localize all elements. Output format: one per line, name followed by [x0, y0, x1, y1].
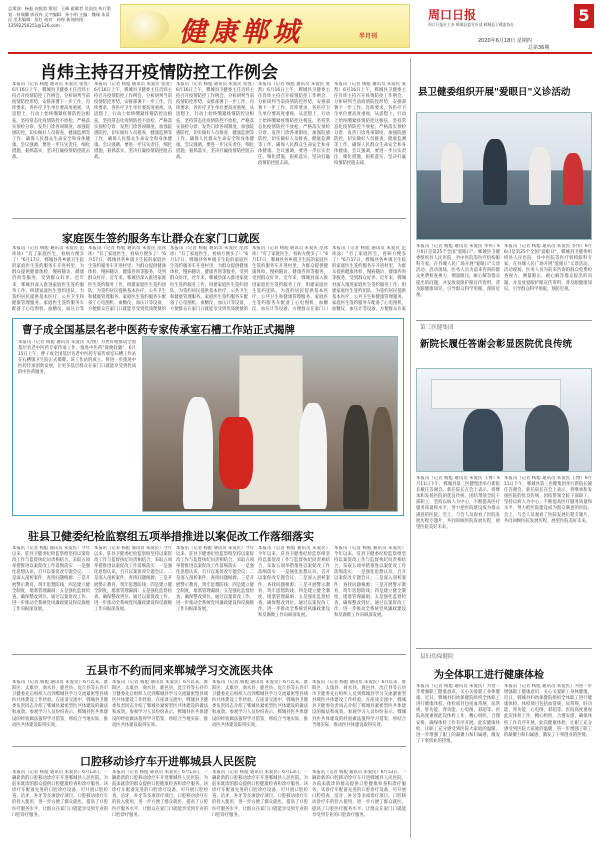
article-6-body-col4: 本报讯（记者 杨彪 通讯员 朱爱民）今年以来，驻县卫健委纪检监察组坚持以案促改工作与监督执纪问责相结合，采取五项举措推进以案促改工作落细落实：一是强化思想认识，召开以案促改专题会议；二是深入剖析案件，查找问题根源；三是开展警示教育，筑牢思想防线；四是建立健全制度，堵塞管理漏洞；五是强化监督检查，确保整改到位。通过以案促改工作，进一步推动全系统党风廉政建设和反腐败工作向纵深发展。	[258, 546, 330, 619]
article-4-headline: 新院长履任答谢会彰显医院优良传统	[420, 339, 573, 350]
article-2-body-col5: 本报讯（记者 杨彪 通讯员 朱爱民 范冰冰）"有了家庭医生，看病方便多了！"6月17日，郸城县各乡镇卫生院的家庭医生签约服务车开进村里，为群众提供健康体检、慢病随访、健康咨询等服务，受到群众好评。近年来，郸城县深入推进家庭医生签约服务工作，组建家庭医生签约团队，为签约居民提供基本医疗、公共卫生和健康管理服务。家庭医生签约服务车配备了心电图机、血糖仪、血压计等设备，方便群众在家	[332, 246, 406, 312]
article-divider	[12, 746, 406, 747]
article-6-body-col3: 本报讯（记者 杨彪 通讯员 朱爱民）今年以来，驻县卫健委纪检监察组坚持以案促改工作与监督执纪问责相结合，采取五项举措推进以案促改工作落细落实：一是强化思想认识，召开以案促改专题会议；二是深入剖析案件，查找问题根源；三是开展警示教育，筑牢思想防线；四是建立健全制度，堵塞管理漏洞；五是强化监督检查，确保整改到位。通过以案促改工作，进一步推动全系统党风廉政建设和反腐败工作向纵深发展。	[176, 546, 254, 612]
article-6-headline: 驻县卫健委纪检监察组五项举措推进以案促改工作落细落实	[28, 530, 314, 543]
banner-ornament-icon	[127, 11, 169, 43]
article-4-body-col2: 本报讯（记者 杨彪 通讯员 朱爱民 王博）6月11日下午，郸城县第三医健集团举行新院长履任答谢会。新任院长在会上表示，将继承和发扬医院的优良传统，团结带领全院干部职工，坚持以病人为中心，不断提高医疗服务质量和水平，努力把医院建设成为群众满意的医院。会上，与会人员观看了医院发展历程专题片，共同回顾医院发展历程，展望医院美好未来。	[504, 476, 592, 524]
page-number: 5	[574, 4, 594, 28]
article-9-headline: 为全体职工进行健康体检	[434, 670, 544, 681]
article-divider	[416, 648, 592, 649]
article-5-headline: 曹子成全国基层名老中医药专家传承室石槽工作站正式揭牌	[22, 324, 295, 336]
article-divider	[416, 320, 592, 321]
article-1-body-col3: 本报讯（记者 杨彪 通讯员 朱爱民 张凯）6月16日上午，郸城县卫健委主任肖炜主持召开疫情防控工作例会，分析研判当前疫情防控形势，安排部署下一步工作。肖炜要求，各医疗卫生单位要高度重视，从思想上、行动上始终绷紧疫情防控这根弦，坚持常态化疫情防控不放松，严格落实预检分诊、发热门诊各项制度，加强院感防控，切实做好人员排查、健康监测等工作，确保人民群众生命安全和身体健康。会议强调，要进一步压实责任，细化措施，狠抓落实，坚决打赢疫情防控阻击战。	[176, 82, 254, 161]
article-1-body-col2: 本报讯（记者 杨彪 通讯员 朱爱民 张凯）6月16日上午，郸城县卫健委主任肖炜主持召开疫情防控工作例会，分析研判当前疫情防控形势，安排部署下一步工作。肖炜要求，各医疗卫生单位要高度重视，从思想上、行动上始终绷紧疫情防控这根弦，坚持常态化疫情防控不放松，严格落实预检分诊、发热门诊各项制度，加强院感防控，切实做好人员排查、健康监测等工作，确保人民群众生命安全和身体健康。会议强调，要进一步压实责任，细化措施，狠抓落实，坚决打赢疫情防控阻击战。	[94, 82, 172, 161]
section-banner	[120, 4, 410, 48]
eye-day-clinic-photo	[416, 112, 592, 240]
article-9-body: 本报讯（记者 杨彪 通讯员 朱爱民）为进一步增强职工健康意识，关心关爱职工身体健康，近日，郸城县妇幼保健院组织全体职工进行健康体检。体检项目包括血常规、尿常规、肝功能、肾功能、心电图、彩超等。医院高度重视此次体检工作，精心组织，合理安排，确保体检工作有序开展。此次健康体检，让职工充分感受到医院大家庭的温暖，进一步增强了职工的凝聚力和归属感，激发了干事创业的热情。	[416, 684, 500, 744]
article-2-headline: 家庭医生签约服务车让群众在家门口就医	[62, 232, 260, 245]
newspaper-organizers: 周口日报社主办 郸城县委宣传部 郸城县卫健委协办	[428, 22, 514, 27]
column-divider	[410, 58, 411, 838]
article-divider	[12, 218, 406, 219]
article-9-tag: 县妇幼保健院	[420, 654, 454, 660]
article-2-body-col2: 本报讯（记者 杨彪 通讯员 朱爱民 范冰冰）"有了家庭医生，看病方便多了！"6月17日，郸城县各乡镇卫生院的家庭医生签约服务车开进村里，为群众提供健康体检、慢病随访、健康咨询等服务，受到群众好评。近年来，郸城县深入推进家庭医生签约服务工作，组建家庭医生签约团队，为签约居民提供基本医疗、公共卫生和健康管理服务。家庭医生签约服务车配备了心电图机、血糖仪、血压计等设备，方便群众在家门口就能享受到优质便捷的	[88, 246, 166, 312]
issue-number: 总第36期	[528, 45, 550, 51]
section-frequency: 半月刊	[359, 33, 378, 40]
article-7-body-col4: 本报讯（记者 杨彪 通讯员 朱爱民）6月以来，淮阳区、太康县、商水县、鹿邑县、沈丘县等五县市卫健委先后组织人员到郸城县学习交流紧密型县域医共体建设工作经验。在座谈交流中，郸城县卫健委负责同志介绍了郸城县紧密型医共体建设的做法和成效。参观学习人员纷纷表示，郸城县医共体建设的经验做法值得学习借鉴，将结合当地实际，推动医共体建设取得实效。	[312, 680, 406, 728]
person-figure	[441, 143, 463, 203]
person-figure	[183, 397, 213, 509]
article-5-body: 本报讯（记者 杨彪 通讯员 朱爱民 文/图）为更好地推动全国基层名老中医药专家传承工作，推进中医药"简便验廉"，6月15日上午，曹子成全国基层名老中医药专家传承室石槽工作站在石槽镇卫生院正式揭牌。该工作站的成立，将进一步推进中医药传承创新发展，让更多基层群众在家门口就能享受到优质的中医药服务。	[18, 340, 136, 376]
person-figure	[525, 405, 569, 472]
article-1-body-col5: 本报讯（记者 杨彪 通讯员 朱爱民 张凯）6月16日上午，郸城县卫健委主任肖炜主持召开疫情防控工作例会，分析研判当前疫情防控形势，安排部署下一步工作。肖炜要求，各医疗卫生单位要高度重视，从思想上、行动上始终绷紧疫情防控这根弦，坚持常态化疫情防控不放松，严格落实预检分诊、发热门诊各项制度，加强院感防控，切实做好人员排查、健康监测等工作，确保人民群众生命安全和身体健康。会议强调，要进一步压实责任，细化措施，狠抓落实，坚决打赢疫情防控阻击战。	[334, 82, 406, 167]
article-4-body: 本报讯（记者 杨彪 通讯员 朱爱民 王博）6月11日下午，郸城县第三医健集团举行新院长履任答谢会。新任院长在会上表示，将继承和发扬医院的优良传统，团结带领全院干部职工，坚持以病人为中心，不断提高医疗服务质量和水平，努力把医院建设成为群众满意的医院。会上，与会人员观看了医院发展历程专题片，共同回顾医院发展历程，展望医院美好未来。	[416, 476, 500, 530]
article-8-body-col4: 本报讯（记者 杨彪 通讯员 朱爱民）6月13日，一辆崭新的口腔移动诊疗车开进郸城县人民医院，为前来就诊的群众提供口腔健康检查和诊疗服务。该诊疗车配备先进的口腔诊疗设备，可开展口腔检查、洁牙、补牙等多项诊疗项目。口腔移动诊疗车的投入使用，进一步方便了群众就医，提高了口腔医疗服务水平，让群众在家门口就能享受到专业的口腔诊疗服务。	[312, 770, 406, 818]
article-1-headline: 肖炜主持召开疫情防控工作例会	[40, 63, 278, 83]
article-9-body-col2: 本报讯（记者 杨彪 通讯员 朱爱民）为进一步增强职工健康意识，关心关爱职工身体健康，近日，郸城县妇幼保健院组织全体职工进行健康体检。体检项目包括血常规、尿常规、肝功能、肾功能、心电图、彩超等。医院高度重视此次体检工作，精心组织，合理安排，确保体检工作有序开展。此次健康体检，让职工充分感受到医院大家庭的温暖，进一步增强了职工的凝聚力和归属感，激发了干事创业的热情。	[504, 684, 592, 738]
article-7-body-col3: 本报讯（记者 杨彪 通讯员 朱爱民）6月以来，淮阳区、太康县、商水县、鹿邑县、沈丘县等五县市卫健委先后组织人员到郸城县学习交流紧密型县域医共体建设工作经验。在座谈交流中，郸城县卫健委负责同志介绍了郸城县紧密型医共体建设的做法和成效。参观学习人员纷纷表示，郸城县医共体建设的经验做法值得学习借鉴，将结合当地实际，推动医共体建设取得实效。	[212, 680, 308, 728]
section-title: 健康郸城	[179, 17, 303, 48]
article-2-body: 本报讯（记者 杨彪 通讯员 朱爱民 范冰冰）"有了家庭医生，看病方便多了！"6月17日，郸城县各乡镇卫生院的家庭医生签约服务车开进村里，为群众提供健康体检、慢病随访、健康咨询等服务，受到群众好评。近年来，郸城县深入推进家庭医生签约服务工作，组建家庭医生签约团队，为签约居民提供基本医疗、公共卫生和健康管理服务。家庭医生签约服务车配备了心电图机、血糖仪、血压计等	[12, 246, 84, 312]
article-6-body-col5: 本报讯（记者 杨彪 通讯员 朱爱民）今年以来，驻县卫健委纪检监察组坚持以案促改工作与监督执纪问责相结合，采取五项举措推进以案促改工作落细落实：一是强化思想认识，召开以案促改专题会议；二是深入剖析案件，查找问题根源；三是开展警示教育，筑牢思想防线；四是建立健全制度，堵塞管理漏洞；五是强化监督检查，确保整改到位。通过以案促改工作，进一步推动全系统党风廉政建设和反腐败工作向纵深发展。	[334, 546, 406, 619]
person-figure	[371, 407, 393, 509]
newspaper-name: 周口日报	[428, 8, 477, 22]
masthead-rule	[8, 52, 592, 54]
article-7-body: 本报讯（记者 杨彪 通讯员 朱爱民）6月以来，淮阳区、太康县、商水县、鹿邑县、沈丘县等五县市卫健委先后组织人员到郸城县学习交流紧密型县域医共体建设工作经验。在座谈交流中，郸城县卫健委负责同志介绍了郸城县紧密型医共体建设的做法和成效。参观学习人员纷纷表示，郸城县医共体建设的经验做法值得学习借鉴，将结合当地实际，推动医共体建设取得实效。	[12, 680, 108, 728]
article-2-body-col4: 本报讯（记者 杨彪 通讯员 朱爱民 范冰冰）"有了家庭医生，看病方便多了！"6月17日，郸城县各乡镇卫生院的家庭医生签约服务车开进村里，为群众提供健康体检、慢病随访、健康咨询等服务，受到群众好评。近年来，郸城县深入推进家庭医生签约服务工作，组建家庭医生签约团队，为签约居民提供基本医疗、公共卫生和健康管理服务。家庭医生签约服务车配备了心电图机、血糖仪、血压计等设备，方便群众在家门口	[252, 246, 328, 312]
article-7-body-col2: 本报讯（记者 杨彪 通讯员 朱爱民）6月以来，淮阳区、太康县、商水县、鹿邑县、沈丘县等五县市卫健委先后组织人员到郸城县学习交流紧密型县域医共体建设工作经验。在座谈交流中，郸城县卫健委负责同志介绍了郸城县紧密型医共体建设的做法和成效。参观学习人员纷纷表示，郸城县医共体建设的经验做法值得学习借鉴，将结合当地实际，推动医共体建设取得实效。	[112, 680, 208, 728]
person-figure	[463, 409, 503, 472]
article-7-headline: 五县市不约而同来郸城学习交流医共体	[86, 664, 273, 677]
article-8-headline: 口腔移动诊疗车开进郸城县人民医院	[80, 755, 256, 768]
hospital-ceremony-photo	[416, 368, 592, 472]
article-8-body-col2: 本报讯（记者 杨彪 通讯员 朱爱民）6月13日，一辆崭新的口腔移动诊疗车开进郸城县人民医院，为前来就诊的群众提供口腔健康检查和诊疗服务。该诊疗车配备先进的口腔诊疗设备，可开展口腔检查、洁牙、补牙等多项诊疗项目。口腔移动诊疗车的投入使用，进一步方便了群众就医，提高了口腔医疗服务水平，让群众在家门口就能享受到专业的口腔诊疗服务。	[112, 770, 208, 818]
person-figure	[529, 147, 551, 205]
article-1-body-col4: 本报讯（记者 杨彪 通讯员 朱爱民 张凯）6月16日上午，郸城县卫健委主任肖炜主持召开疫情防控工作例会，分析研判当前疫情防控形势，安排部署下一步工作。肖炜要求，各医疗卫生单位要高度重视，从思想上、行动上始终绷紧疫情防控这根弦，坚持常态化疫情防控不放松，严格落实预检分诊、发热门诊各项制度，加强院感防控，切实做好人员排查、健康监测等工作，确保人民群众生命安全和身体健康。会议强调，要进一步压实责任，细化措施，狠抓落实，坚决打赢疫情防控阻击战。	[258, 82, 330, 167]
article-3-body-col2: 本报讯（记者 杨彪 通讯员 朱爱民 李伟）6月6日是第25个全国"爱眼日"，郸城县卫健委组织县人民医院、县中医院等医疗机构眼科专家，在县城人民广场开展"爱眼日"义诊活动。活动现场，医务人员为前来咨询的群众免费检查视力、测量眼压，耐心解答群众提出的问题，并发放爱眼护眼宣传资料，普及眼健康知识，引导群众科学用眼，预防近视。	[504, 244, 592, 292]
article-1-body: 本报讯（记者 杨彪 通讯员 朱爱民 张凯）6月16日上午，郸城县卫健委主任肖炜主持召开疫情防控工作例会，分析研判当前疫情防控形势，安排部署下一步工作。肖炜要求，各医疗卫生单位要高度重视，从思想上、行动上始终绷紧疫情防控这根弦，坚持常态化疫情防控不放松，严格落实预检分诊、发热门诊各项制度，加强院感防控，切实做好人员排查、健康监测等工作，确保人民群众生命安全和身体健康。会议强调，要进一步压实责任，细化措施，狠抓落实，坚决打赢疫情防控阻击战。	[12, 82, 90, 161]
article-6-body: 本报讯（记者 杨彪 通讯员 朱爱民）今年以来，驻县卫健委纪检监察组坚持以案促改工作与监督执纪问责相结合，采取五项举措推进以案促改工作落细落实：一是强化思想认识，召开以案促改专题会议；二是深入剖析案件，查找问题根源；三是开展警示教育，筑牢思想防线；四是建立健全制度，堵塞管理漏洞；五是强化监督检查，确保整改到位。通过以案促改工作，进一步推动全系统党风廉政建设和反腐败工作向纵深发展。	[12, 546, 90, 612]
article-6-body-col2: 本报讯（记者 杨彪 通讯员 朱爱民）今年以来，驻县卫健委纪检监察组坚持以案促改工作与监督执纪问责相结合，采取五项举措推进以案促改工作落细落实：一是强化思想认识，召开以案促改专题会议；二是深入剖析案件，查找问题根源；三是开展警示教育，筑牢思想防线；四是建立健全制度，堵塞管理漏洞；五是强化监督检查，确保整改到位。通过以案促改工作，进一步推动全系统党风廉政建设和反腐败工作向纵深发展。	[94, 546, 172, 612]
editorial-credits: 总策划：杨彪 何甄第 策划：王峰 霍耀者 吴国良 执行策划：何瑞馨 郭孜冉 文字编辑：孙小明 主编：魏瑞 朱爱民 美术编辑：彭红 校对：孙悦 新闻热线：13592250251@126.com	[8, 6, 111, 28]
article-8-body-col3: 本报讯（记者 杨彪 通讯员 朱爱民）6月13日，一辆崭新的口腔移动诊疗车开进郸城县人民医院，为前来就诊的群众提供口腔健康检查和诊疗服务。该诊疗车配备先进的口腔诊疗设备，可开展口腔检查、洁牙、补牙等多项诊疗项目。口腔移动诊疗车的投入使用，进一步方便了群众就医，提高了口腔医疗服务水平，让群众在家门口就能享受到专业的口腔诊疗服务。	[212, 770, 308, 818]
person-figure	[563, 153, 583, 205]
article-3-body: 本报讯（记者 杨彪 通讯员 朱爱民 李伟）6月6日是第25个全国"爱眼日"，郸城县卫健委组织县人民医院、县中医院等医疗机构眼科专家，在县城人民广场开展"爱眼日"义诊活动。活动现场，医务人员为前来咨询的群众免费检查视力、测量眼压，耐心解答群众提出的问题，并发放爱眼护眼宣传资料，普及眼健康知识，引导群众科学用眼，预防近视。	[416, 244, 500, 298]
red-ribbon-cloth	[219, 417, 253, 489]
person-figure	[343, 405, 369, 509]
person-figure	[299, 403, 327, 509]
person-figure	[483, 139, 507, 205]
plaque-unveiling-photo	[142, 336, 398, 512]
issue-date: 2020年6月18日 星期四	[478, 38, 532, 44]
article-2-body-col3: 本报讯（记者 杨彪 通讯员 朱爱民 范冰冰）"有了家庭医生，看病方便多了！"6月17日，郸城县各乡镇卫生院的家庭医生签约服务车开进村里，为群众提供健康体检、慢病随访、健康咨询等服务，受到群众好评。近年来，郸城县深入推进家庭医生签约服务工作，组建家庭医生签约团队，为签约居民提供基本医疗、公共卫生和健康管理服务。家庭医生签约服务车配备了心电图机、血糖仪、血压计等设备，方便群众在家门口就能享受到优质便捷的	[170, 246, 248, 312]
article-3-headline: 县卫健委组织开展"爱眼日"义诊活动	[418, 87, 571, 98]
article-divider	[12, 654, 406, 655]
article-4-tag: 第三医健集团	[420, 325, 454, 331]
masthead	[8, 4, 592, 50]
article-8-body: 本报讯（记者 杨彪 通讯员 朱爱民）6月13日，一辆崭新的口腔移动诊疗车开进郸城县人民医院，为前来就诊的群众提供口腔健康检查和诊疗服务。该诊疗车配备先进的口腔诊疗设备，可开展口腔检查、洁牙、补牙等多项诊疗项目。口腔移动诊疗车的投入使用，进一步方便了群众就医，提高了口腔医疗服务水平，让群众在家门口就能享受到专业的口腔诊疗服务。	[12, 770, 108, 818]
